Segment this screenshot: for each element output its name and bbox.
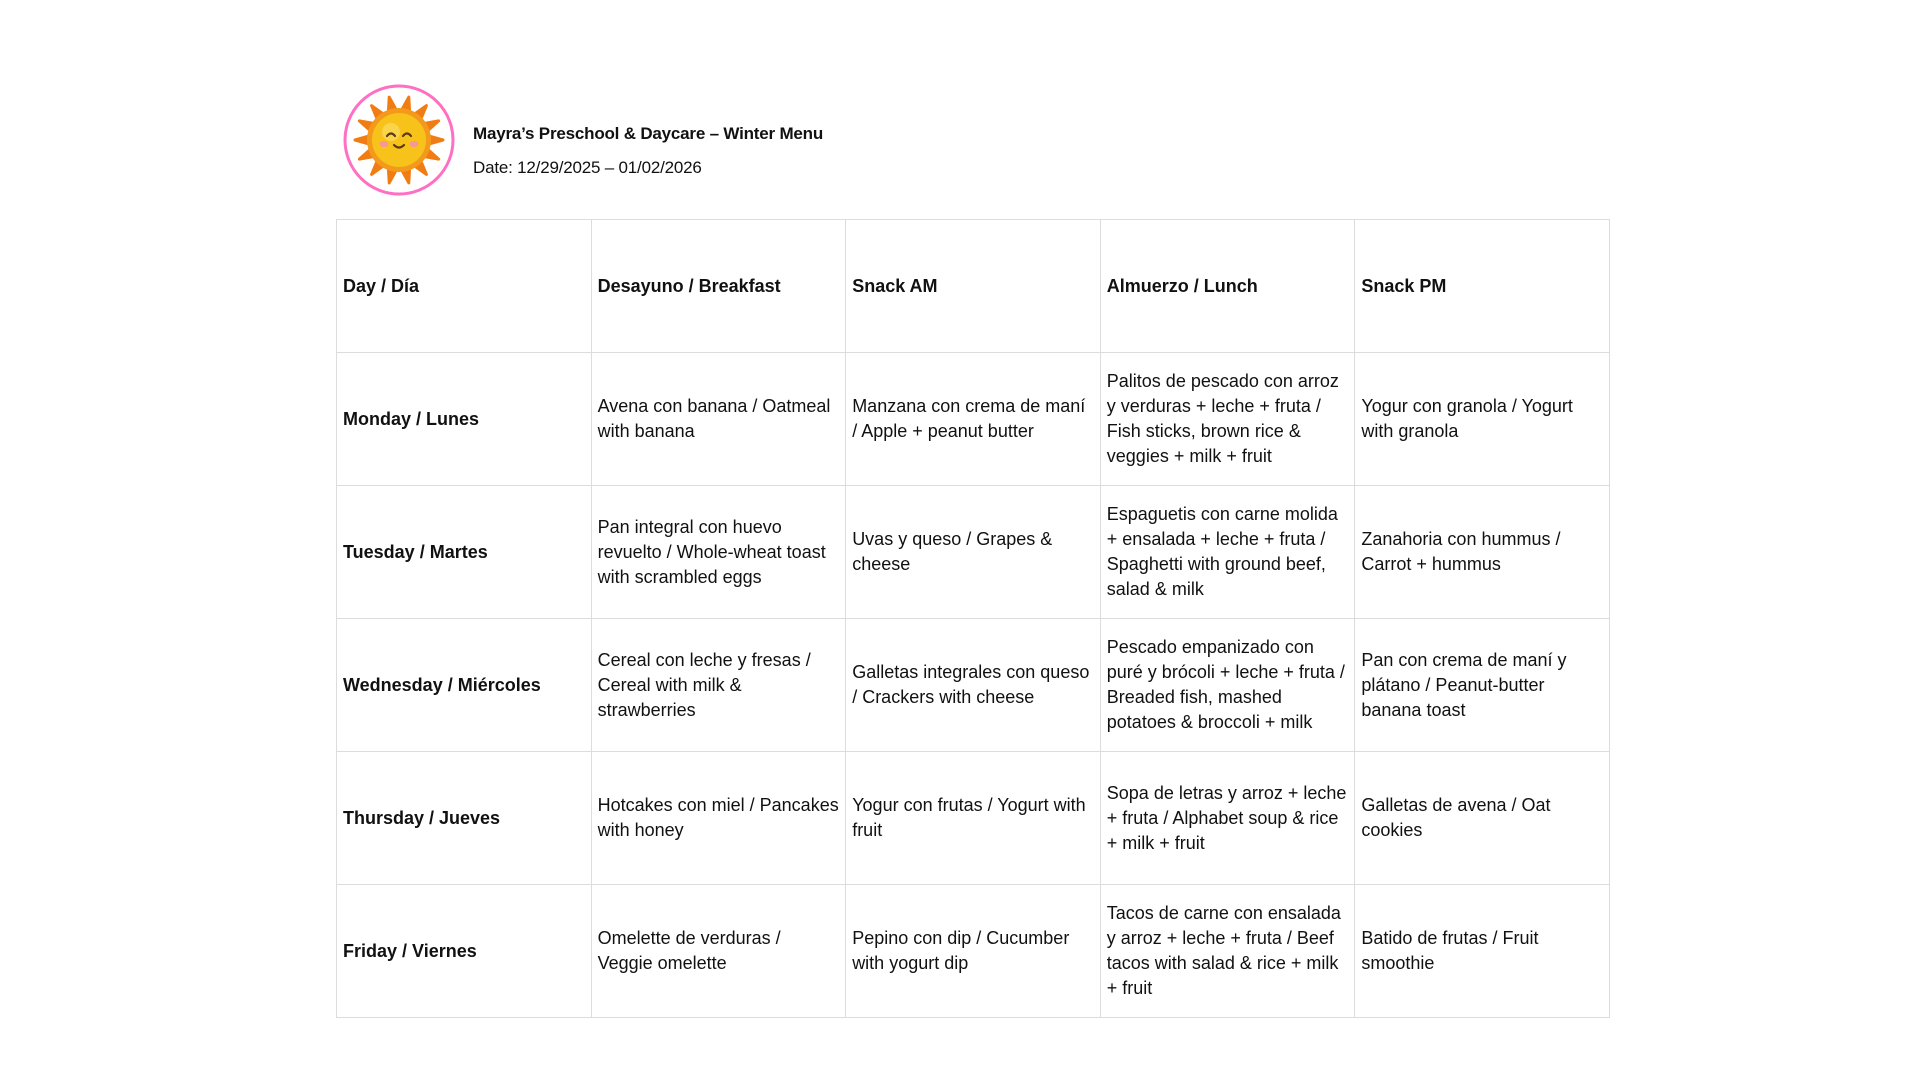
table-row xyxy=(337,486,1610,619)
sun-icon xyxy=(343,84,455,196)
snack-am-cell: Yogur con frutas / Yogurt with fruit xyxy=(846,752,1101,885)
day-cell: Tuesday / Martes xyxy=(337,486,592,619)
column-header-lunch: Almuerzo / Lunch xyxy=(1100,220,1355,353)
lunch-cell: Palitos de pescado con arroz y verduras + leche + fruta / Fish sticks, brown rice & veggies + milk + fruit xyxy=(1100,353,1355,486)
table-header-row xyxy=(337,220,1610,353)
snack-pm-cell: Galletas de avena / Oat cookies xyxy=(1355,752,1610,885)
table-row xyxy=(337,752,1610,885)
menu-header xyxy=(343,82,823,198)
menu-table xyxy=(336,219,1610,1018)
day-cell: Thursday / Jueves xyxy=(337,752,592,885)
day-cell: Monday / Lunes xyxy=(337,353,592,486)
day-cell: Friday / Viernes xyxy=(337,885,592,1018)
lunch-cell: Pescado empanizado con puré y brócoli + leche + fruta / Breaded fish, mashed potatoes & broccoli + milk xyxy=(1100,619,1355,752)
snack-pm-cell: Batido de frutas / Fruit smoothie xyxy=(1355,885,1610,1018)
snack-pm-cell: Yogur con granola / Yogurt with granola xyxy=(1355,353,1610,486)
lunch-cell: Sopa de letras y arroz + leche + fruta / Alphabet soup & rice + milk + fruit xyxy=(1100,752,1355,885)
breakfast-cell: Cereal con leche y fresas / Cereal with milk & strawberries xyxy=(591,619,846,752)
lunch-cell: Espaguetis con carne molida + ensalada + leche + fruta / Spaghetti with ground beef, salad & milk xyxy=(1100,486,1355,619)
snack-am-cell: Manzana con crema de maní / Apple + peanut butter xyxy=(846,353,1101,486)
column-header-snack-pm: Snack PM xyxy=(1355,220,1610,353)
table-row xyxy=(337,353,1610,486)
breakfast-cell: Omelette de verduras / Veggie omelette xyxy=(591,885,846,1018)
column-header-snack-am: Snack AM xyxy=(846,220,1101,353)
page-title: Mayra’s Preschool & Daycare – Winter Menu xyxy=(473,124,824,143)
breakfast-cell: Avena con banana / Oatmeal with banana xyxy=(591,353,846,486)
breakfast-cell: Hotcakes con miel / Pancakes with honey xyxy=(591,752,846,885)
table-row xyxy=(337,885,1610,1018)
table-row xyxy=(337,619,1610,752)
menu-date: Date: 12/29/2025 – 01/02/2026 xyxy=(473,158,702,177)
header-text xyxy=(473,101,823,179)
snack-am-cell: Pepino con dip / Cucumber with yogurt dip xyxy=(846,885,1101,1018)
day-cell: Wednesday / Miércoles xyxy=(337,619,592,752)
snack-pm-cell: Zanahoria con hummus / Carrot + hummus xyxy=(1355,486,1610,619)
lunch-cell: Tacos de carne con ensalada y arroz + leche + fruta / Beef tacos with salad & rice + milk + fruit xyxy=(1100,885,1355,1018)
column-header-breakfast: Desayuno / Breakfast xyxy=(591,220,846,353)
snack-pm-cell: Pan con crema de maní y plátano / Peanut-butter banana toast xyxy=(1355,619,1610,752)
column-header-day: Day / Día xyxy=(337,220,592,353)
snack-am-cell: Galletas integrales con queso / Crackers with cheese xyxy=(846,619,1101,752)
snack-am-cell: Uvas y queso / Grapes & cheese xyxy=(846,486,1101,619)
breakfast-cell: Pan integral con huevo revuelto / Whole-wheat toast with scrambled eggs xyxy=(591,486,846,619)
